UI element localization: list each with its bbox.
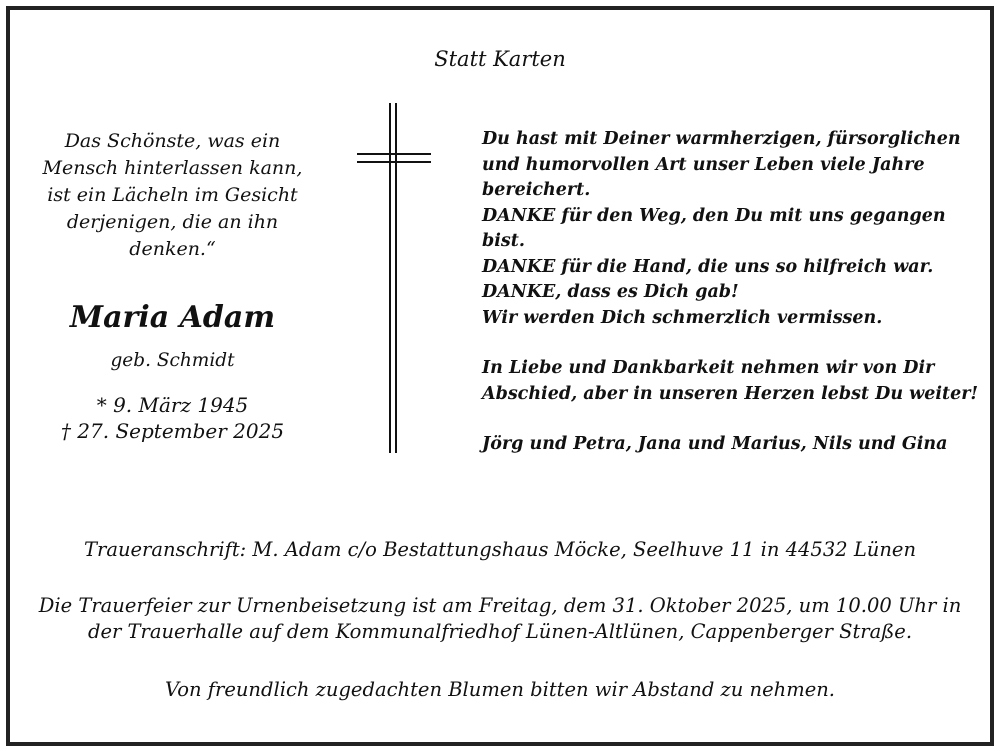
ceremony-line: der Trauerhalle auf dem Kommunalfriedhof Lünen-Altlünen, Cappenberger Straße.: [87, 620, 913, 643]
text-line: Wir werden Dich schmerzlich vermissen.: [482, 307, 883, 328]
text-line: In Liebe und Dankbarkeit nehmen wir von Dir: [482, 358, 935, 378]
quote-line: denken.“: [129, 238, 216, 260]
farewell-text: [482, 127, 982, 458]
notice-header: Statt Karten: [434, 47, 566, 71]
quote-line: Mensch hinterlassen kann,: [42, 157, 303, 179]
text-line: bereichert.: [482, 180, 591, 200]
text-line: und humorvollen Art unser Leben viele Jahre: [482, 154, 925, 175]
death-date: † 27. September 2025: [60, 419, 285, 443]
deceased-name: Maria Adam: [69, 300, 276, 335]
paragraph-spacer: [482, 331, 982, 356]
text-line: Du hast mit Deiner warmherzigen, fürsorglichen: [482, 129, 961, 149]
quote-line: Das Schönste, was ein: [64, 130, 281, 152]
ceremony-info: [0, 593, 1000, 645]
paragraph-spacer: [482, 407, 982, 432]
ceremony-line: Die Trauerfeier zur Urnenbeisetzung ist am Freitag, dem 31. Oktober 2025, um 10.00 Uhr in: [38, 594, 962, 617]
text-line: DANKE für die Hand, die uns so hilfreich war.: [482, 256, 934, 277]
memorial-quote: [40, 128, 305, 263]
flowers-note: Von freundlich zugedachten Blumen bitten wir Abstand zu nehmen.: [165, 678, 835, 701]
text-line: DANKE, dass es Dich gab!: [482, 282, 739, 302]
mourning-address: Traueranschrift: M. Adam c/o Bestattungshaus Möcke, Seelhuve 11 in 44532 Lünen: [84, 538, 916, 561]
quote-line: derjenigen, die an ihn: [66, 211, 279, 233]
quote-line: ist ein Lächeln im Gesicht: [47, 184, 298, 206]
birth-date: * 9. März 1945: [96, 393, 249, 417]
maiden-name: geb. Schmidt: [110, 350, 235, 371]
text-line: DANKE für den Weg, den Du mit uns gegangen bist.: [482, 205, 946, 251]
life-dates: [40, 392, 305, 444]
cross-icon: [355, 103, 433, 453]
text-line: Abschied, aber in unseren Herzen lebst Du weiter!: [482, 383, 979, 404]
signers: Jörg und Petra, Jana und Marius, Nils und Gina: [482, 434, 948, 454]
